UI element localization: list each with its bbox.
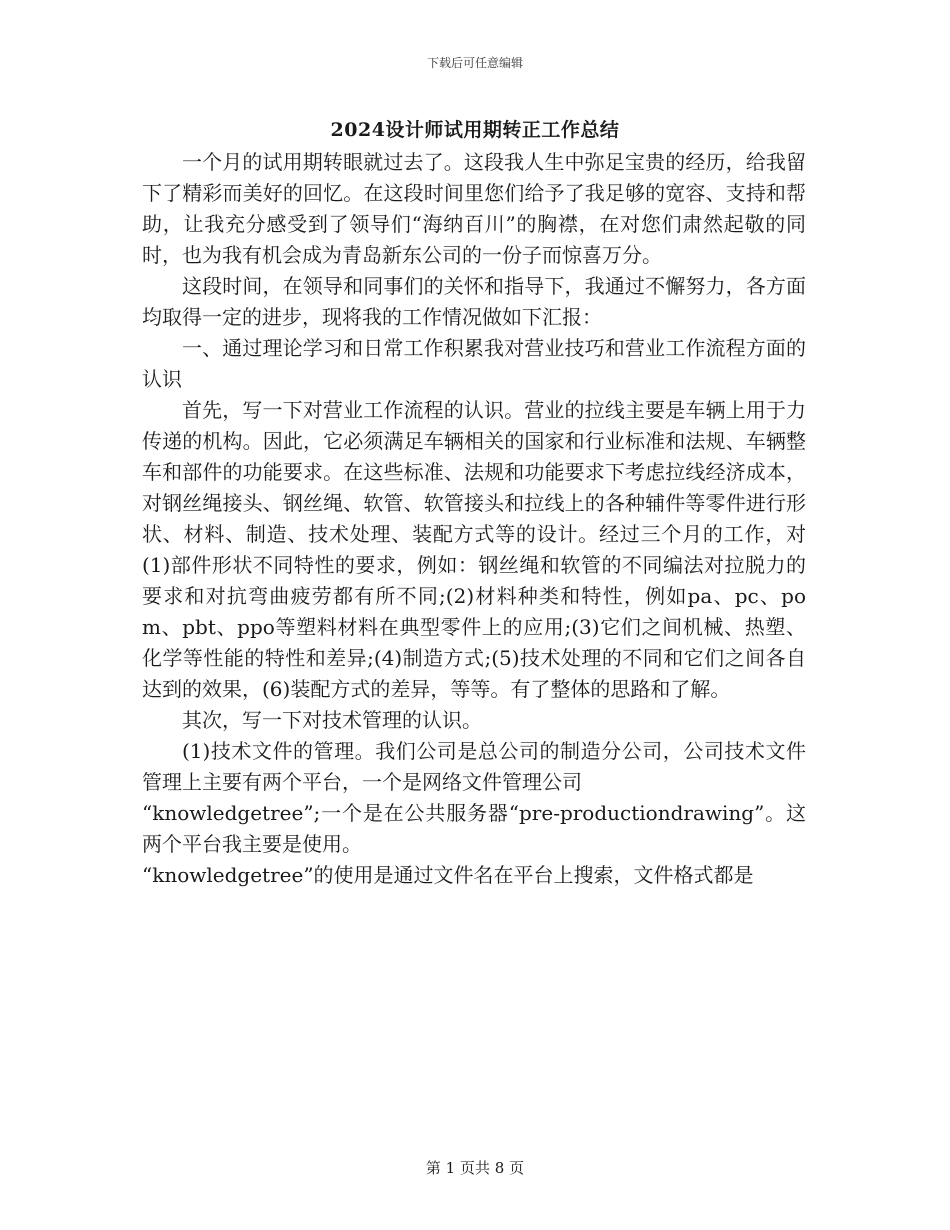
document-body [142, 147, 806, 891]
paragraph-knowledgetree: “knowledgetree”的使用是通过文件名在平台上搜索，文件格式都是 [142, 863, 754, 887]
paragraph-workflow: 首先，写一下对营业工作流程的认识。营业的拉线主要是车辆上用于力传递的机构。因此，它必须满足车辆相关的国家和行业标准和法规、车辆整车和部件的功能要求。在这些标准、法规和功能要求下考虑拉线经济成本，对钢丝绳接头、钢丝绳、软管、软管接头和拉线上的各种辅件等零件进行形状、材料、制造、技术处理、装配方式等的设计。经过三个月的工作，对(1)部件形状不同特性的要求，例如：钢丝绳和软管的不同编法对拉脱力的要求和对抗弯曲疲劳都有所不同;(2)材料种类和特性，例如pa、pc、pom、pbt、ppo等塑料材料在典型零件上的应用;(3)它们之间机械、热塑、化学等性能的特性和差异;(4)制造方式;(5)技术处理的不同和它们之间各自达到的效果，(6)装配方式的差异，等等。有了整体的思路和了解。 [142, 398, 806, 701]
paragraph-summary: 这段时间，在领导和同事们的关怀和指导下，我通过不懈努力，各方面均取得一定的进步，现将我的工作情况做如下汇报： [142, 274, 806, 329]
paragraph-intro: 一个月的试用期转眼就过去了。这段我人生中弥足宝贵的经历，给我留下了精彩而美好的回忆。在这段时间里您们给予了我足够的宽容、支持和帮助，让我充分感受到了领导们“海纳百川”的胸襟，在对您们肃然起敬的同时，也为我有机会成为青岛新东公司的一份子而惊喜万分。 [142, 150, 806, 267]
paragraph-file-management: (1)技术文件的管理。我们公司是总公司的制造分公司，公司技术文件管理上主要有两个平台，一个是网络文件管理公司 [142, 739, 806, 794]
header-note: 下载后可任意编辑 [426, 56, 523, 70]
paragraph-platforms: “knowledgetree”;一个是在公共服务器“pre-productiondrawing”。这两个平台我主要是使用。 [142, 801, 806, 856]
document-title: 2024设计师试用期转正工作总结 [330, 119, 620, 141]
paragraph-tech-management: 其次，写一下对技术管理的认识。 [182, 708, 482, 732]
section-heading-1: 一、通过理论学习和日常工作积累我对营业技巧和营业工作流程方面的认识 [142, 336, 806, 391]
page-footer: 第 1 页共 8 页 [425, 1159, 525, 1177]
